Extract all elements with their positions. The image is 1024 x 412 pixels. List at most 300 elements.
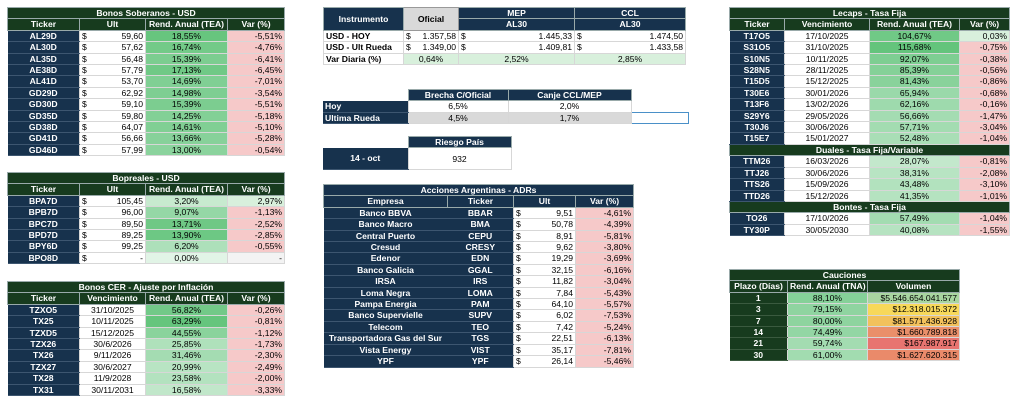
maturity-cell: 29/05/2026	[785, 110, 870, 121]
table-row[interactable]	[324, 42, 686, 53]
col-header[interactable]: Rend. Anual (TNA)	[788, 281, 868, 292]
maturity-cell: 31/10/2025	[785, 42, 870, 53]
price-cell	[80, 133, 146, 144]
table-row[interactable]	[730, 190, 1010, 201]
table-row[interactable]	[8, 76, 285, 87]
yield-cell: 57,49%	[870, 213, 960, 224]
table-row[interactable]	[730, 179, 1010, 190]
currency-symbol: $	[516, 333, 521, 344]
yield-cell: 85,39%	[870, 65, 960, 76]
col-header[interactable]: Ult	[514, 196, 576, 207]
table-row[interactable]	[730, 53, 1010, 64]
yield-cell: 18,55%	[146, 30, 228, 41]
var-cell: -6,45%	[228, 65, 285, 76]
ticker-cell: T15E7	[730, 133, 785, 144]
col-header[interactable]: Rend. Anual (TEA)	[146, 19, 228, 30]
var-cell: -1,01%	[960, 190, 1010, 201]
ticker-cell: TY30P	[730, 224, 785, 235]
table-row[interactable]	[8, 316, 285, 327]
var-cell: -3,80%	[576, 242, 634, 253]
ticker-cell: S31O5	[730, 42, 785, 53]
col-header[interactable]: Ticker	[8, 184, 80, 195]
ccl-cell	[575, 30, 686, 41]
ticker-cell: T30E6	[730, 87, 785, 98]
maturity-cell: 15/12/2026	[785, 190, 870, 201]
maturity-cell: 16/03/2026	[785, 156, 870, 167]
currency-symbol: $	[82, 230, 87, 241]
panel-acciones	[323, 184, 633, 368]
price-value: 1.357,58	[422, 30, 456, 41]
currency-symbol: $	[516, 344, 521, 355]
price-value: 11,82	[552, 276, 573, 287]
price-value: 57,79	[121, 65, 143, 76]
maturity-cell: 30/6/2027	[80, 361, 146, 372]
yield-cell: 16,58%	[146, 384, 228, 395]
currency-symbol: $	[516, 253, 521, 264]
col-header[interactable]: Ult	[80, 19, 146, 30]
var-cell: -1,13%	[228, 207, 285, 218]
ticker-cell: BPD7D	[8, 230, 80, 241]
panel-riesgo-pais	[323, 136, 511, 170]
table-row[interactable]	[8, 350, 285, 361]
price-cell	[514, 276, 576, 287]
table-row[interactable]	[8, 252, 285, 263]
var-cell: 2,97%	[228, 195, 285, 206]
rate-cell: 74,49%	[788, 327, 868, 338]
var-cell: -0,81%	[228, 316, 285, 327]
var-cell: -5,28%	[228, 133, 285, 144]
ticker-cell: T30J6	[730, 122, 785, 133]
price-value: 1.349,00	[422, 42, 456, 53]
price-cell	[80, 144, 146, 155]
col-header[interactable]: Vencimiento	[785, 19, 870, 30]
panel-title: Acciones Argentinas - ADRs	[324, 185, 634, 196]
var-cell: -2,52%	[228, 218, 285, 229]
price-cell	[514, 344, 576, 355]
row-label: USD - Ult Rueda	[324, 42, 404, 53]
panel-bonos-cer	[7, 281, 284, 396]
col-header[interactable]: Var (%)	[228, 19, 285, 30]
table-row[interactable]	[730, 292, 960, 303]
table-row[interactable]	[8, 195, 285, 206]
rate-cell: 59,74%	[788, 338, 868, 349]
price-value: 7,84	[556, 287, 573, 298]
table-row[interactable]	[730, 156, 1010, 167]
var-ccl: 2,85%	[575, 53, 686, 64]
col-header[interactable]: Ticker	[8, 293, 80, 304]
table-row[interactable]	[8, 133, 285, 144]
section-title: Duales - Tasa Fija/Variable	[730, 144, 1010, 155]
var-cell: -3,10%	[960, 179, 1010, 190]
table-row[interactable]	[324, 253, 634, 264]
var-cell: -5,81%	[576, 230, 634, 241]
yield-cell: 104,67%	[870, 30, 960, 41]
price-cell	[514, 219, 576, 230]
price-value: 19,29	[551, 253, 573, 264]
table-row[interactable]	[324, 299, 634, 310]
panel-bopreales	[7, 172, 284, 264]
yield-cell: 13,71%	[146, 218, 228, 229]
col-header[interactable]: Var (%)	[960, 19, 1010, 30]
var-cell: -5,18%	[228, 110, 285, 121]
col-header[interactable]: CCL	[575, 8, 686, 19]
var-cell: -3,04%	[960, 122, 1010, 133]
term-cell: 14	[730, 327, 788, 338]
ticker-cell: SUPV	[448, 310, 514, 321]
var-cell: -2,08%	[960, 167, 1010, 178]
company-cell: Banco BBVA	[324, 207, 448, 218]
yield-cell: 14,98%	[146, 87, 228, 98]
ticker-cell: GD46D	[8, 144, 80, 155]
yield-cell: 65,94%	[870, 87, 960, 98]
table-row[interactable]	[730, 213, 1010, 224]
var-cell: -2,00%	[228, 373, 285, 384]
col-header[interactable]: Ticker	[8, 19, 80, 30]
var-cell: -2,85%	[228, 230, 285, 241]
term-cell: 3	[730, 304, 788, 315]
yield-cell: 56,66%	[870, 110, 960, 121]
table-body	[8, 195, 285, 263]
table-row[interactable]	[8, 361, 285, 372]
yield-cell: 13,00%	[146, 144, 228, 155]
company-cell: Cresud	[324, 242, 448, 253]
ticker-cell: AL41D	[8, 76, 80, 87]
maturity-cell: 30/06/2026	[785, 122, 870, 133]
price-value: 50,78	[551, 219, 573, 230]
company-cell: Edenor	[324, 253, 448, 264]
table-row[interactable]	[8, 53, 285, 64]
price-value: 99,25	[121, 241, 143, 252]
table-row[interactable]	[8, 144, 285, 155]
panel-brecha	[323, 89, 688, 124]
var-cell: -0,81%	[960, 156, 1010, 167]
table-row[interactable]	[8, 373, 285, 384]
volume-cell: $81.571.436.928	[868, 315, 960, 326]
table-row[interactable]	[730, 167, 1010, 178]
table-row[interactable]	[324, 333, 634, 344]
currency-symbol: $	[82, 30, 87, 41]
table-row[interactable]	[730, 122, 1010, 133]
price-value: 56,66	[121, 133, 143, 144]
col-header[interactable]: Volumen	[868, 281, 960, 292]
company-cell: Banco Macro	[324, 219, 448, 230]
var-cell: -1,12%	[228, 327, 285, 338]
table-body	[730, 292, 960, 360]
currency-symbol: $	[516, 264, 521, 275]
ticker-cell: TZX26	[8, 339, 80, 350]
col-header[interactable]: Oficial	[404, 8, 459, 31]
var-cell: -0,86%	[960, 76, 1010, 87]
var-cell: -2,30%	[228, 350, 285, 361]
maturity-cell: 10/11/2025	[80, 316, 146, 327]
table-row[interactable]	[8, 218, 285, 229]
currency-symbol: $	[516, 321, 521, 332]
company-cell: Pampa Energia	[324, 299, 448, 310]
col-subheader: AL30	[459, 19, 575, 30]
ticker-cell: TZXD5	[8, 327, 80, 338]
var-cell: -0,75%	[960, 42, 1010, 53]
maturity-cell: 13/02/2026	[785, 99, 870, 110]
ticker-cell: GD30D	[8, 99, 80, 110]
table-row[interactable]	[324, 321, 634, 332]
currency-symbol: $	[82, 53, 87, 64]
table-row[interactable]	[8, 42, 285, 53]
price-value: 9,51	[556, 207, 573, 218]
col-header[interactable]: Canje CCL/MEP	[508, 90, 631, 101]
ticker-cell: CRESY	[448, 242, 514, 253]
yield-cell: 16,74%	[146, 42, 228, 53]
currency-symbol: $	[461, 30, 466, 41]
col-header[interactable]: Ticker	[730, 19, 785, 30]
company-cell: Central Puerto	[324, 230, 448, 241]
maturity-cell: 10/11/2025	[785, 53, 870, 64]
ticker-cell: BBAR	[448, 207, 514, 218]
table-body	[324, 30, 686, 53]
var-cell: -6,41%	[228, 53, 285, 64]
ticker-cell: T15D5	[730, 76, 785, 87]
brecha-value: 4,5%	[408, 112, 508, 123]
ticker-cell: TX28	[8, 373, 80, 384]
price-cell	[514, 356, 576, 367]
currency-symbol: $	[82, 144, 87, 155]
maturity-cell: 30/6/2026	[80, 339, 146, 350]
company-cell: Banco Galicia	[324, 264, 448, 275]
yield-cell: 63,29%	[146, 316, 228, 327]
table-row[interactable]	[8, 304, 285, 315]
price-value: 59,80	[121, 110, 143, 121]
currency-symbol: $	[82, 241, 87, 252]
col-header[interactable]: Var (%)	[228, 184, 285, 195]
yield-cell: 57,71%	[870, 122, 960, 133]
term-cell: 1	[730, 292, 788, 303]
var-cell: -1,04%	[960, 133, 1010, 144]
ticker-cell: TGS	[448, 333, 514, 344]
term-cell: 30	[730, 349, 788, 360]
col-header[interactable]: Var (%)	[228, 293, 285, 304]
ticker-cell: BPA7D	[8, 195, 80, 206]
var-cell: -0,55%	[228, 241, 285, 252]
yield-cell: 6,20%	[146, 241, 228, 252]
ticker-cell: LOMA	[448, 287, 514, 298]
table-row[interactable]	[324, 264, 634, 275]
ticker-cell: BPY6D	[8, 241, 80, 252]
price-cell	[514, 230, 576, 241]
col-header[interactable]: Rend. Anual (TEA)	[146, 184, 228, 195]
table-row[interactable]	[324, 276, 634, 287]
selected-cell[interactable]	[631, 112, 688, 123]
table-row[interactable]	[8, 30, 285, 41]
row-label: USD - HOY	[324, 30, 404, 41]
col-header[interactable]: Instrumento	[324, 8, 404, 31]
price-cell	[80, 122, 146, 133]
table-row[interactable]	[324, 230, 634, 241]
ticker-cell: CEPU	[448, 230, 514, 241]
canje-value: 1,7%	[508, 112, 631, 123]
price-cell	[80, 230, 146, 241]
col-header[interactable]: MEP	[459, 8, 575, 19]
table-row[interactable]	[8, 110, 285, 121]
var-cell: -5,24%	[576, 321, 634, 332]
table-row[interactable]	[730, 315, 960, 326]
col-header[interactable]: Vencimiento	[80, 293, 146, 304]
currency-symbol: $	[406, 30, 411, 41]
price-cell	[514, 333, 576, 344]
price-value: 7,42	[556, 321, 573, 332]
price-cell	[80, 76, 146, 87]
currency-symbol: $	[82, 99, 87, 110]
var-oficial: 0,64%	[404, 53, 459, 64]
row-label: Hoy	[323, 101, 408, 112]
table-row[interactable]	[324, 287, 634, 298]
price-cell	[514, 264, 576, 275]
currency-symbol: $	[516, 310, 521, 321]
table-row[interactable]	[324, 242, 634, 253]
price-value: 1.409,81	[538, 42, 572, 53]
table-row[interactable]	[324, 30, 686, 41]
col-header[interactable]: Rend. Anual (TEA)	[146, 293, 228, 304]
price-value: 32,15	[551, 264, 573, 275]
var-cell: -0,56%	[960, 65, 1010, 76]
price-cell	[514, 287, 576, 298]
table-row[interactable]	[730, 349, 960, 360]
var-cell: -	[228, 252, 285, 263]
var-cell: -3,69%	[576, 253, 634, 264]
var-cell: -2,49%	[228, 361, 285, 372]
table-row[interactable]	[8, 99, 285, 110]
riesgo-date: 14 - oct	[323, 148, 408, 170]
rate-cell: 61,00%	[788, 349, 868, 360]
price-value: 1.474,50	[649, 30, 683, 41]
yield-cell: 92,07%	[870, 53, 960, 64]
panel-title: Lecaps - Tasa Fija	[730, 8, 1010, 19]
var-cell: -3,54%	[228, 87, 285, 98]
price-cell	[80, 218, 146, 229]
table-row[interactable]	[8, 339, 285, 350]
currency-symbol: $	[82, 42, 87, 53]
ticker-cell: YPF	[448, 356, 514, 367]
table-row[interactable]	[8, 87, 285, 98]
var-cell: -7,53%	[576, 310, 634, 321]
maturity-cell: 30/06/2026	[785, 167, 870, 178]
currency-symbol: $	[577, 42, 582, 53]
table-row[interactable]	[730, 30, 1010, 41]
table-row[interactable]	[730, 133, 1010, 144]
table-row[interactable]	[8, 122, 285, 133]
col-header[interactable]: Ticker	[448, 196, 514, 207]
table-row[interactable]	[730, 65, 1010, 76]
table-row[interactable]	[8, 327, 285, 338]
table-row[interactable]	[730, 304, 960, 315]
col-header[interactable]: Empresa	[324, 196, 448, 207]
price-cell	[80, 65, 146, 76]
yield-cell: 52,48%	[870, 133, 960, 144]
col-header[interactable]: Rend. Anual (TEA)	[870, 19, 960, 30]
currency-symbol: $	[516, 287, 521, 298]
ticker-cell: GD38D	[8, 122, 80, 133]
company-cell: Telecom	[324, 321, 448, 332]
panel-title: Bopreales - USD	[8, 173, 285, 184]
table-row[interactable]	[8, 230, 285, 241]
col-subheader: AL30	[575, 19, 686, 30]
currency-symbol: $	[82, 218, 87, 229]
table-row[interactable]	[730, 76, 1010, 87]
ticker-cell: GGAL	[448, 264, 514, 275]
var-cell: -3,33%	[228, 384, 285, 395]
table-row[interactable]	[730, 87, 1010, 98]
col-header[interactable]: Brecha C/Oficial	[408, 90, 508, 101]
var-cell: -6,16%	[576, 264, 634, 275]
table-row[interactable]	[324, 310, 634, 321]
yield-cell: 14,61%	[146, 122, 228, 133]
table-row[interactable]	[8, 207, 285, 218]
currency-symbol: $	[516, 356, 521, 367]
col-header[interactable]: Plazo (Días)	[730, 281, 788, 292]
price-value: 1.445,33	[538, 30, 572, 41]
table-body	[730, 156, 1010, 202]
var-cell: -7,01%	[228, 76, 285, 87]
var-cell: -1,04%	[960, 213, 1010, 224]
maturity-cell: 30/05/2030	[785, 224, 870, 235]
var-cell: -5,51%	[228, 30, 285, 41]
table-row[interactable]	[324, 207, 634, 218]
yield-cell: 3,20%	[146, 195, 228, 206]
brecha-value: 6,5%	[408, 101, 508, 112]
ticker-cell: IRS	[448, 276, 514, 287]
company-cell: Loma Negra	[324, 287, 448, 298]
term-cell: 7	[730, 315, 788, 326]
currency-symbol: $	[516, 219, 521, 230]
yield-cell: 115,68%	[870, 42, 960, 53]
table-row[interactable]	[8, 241, 285, 252]
table-row[interactable]	[730, 327, 960, 338]
table-row[interactable]	[8, 384, 285, 395]
col-header[interactable]: Var (%)	[576, 196, 634, 207]
currency-symbol: $	[516, 276, 521, 287]
price-cell	[514, 242, 576, 253]
table-row[interactable]	[324, 344, 634, 355]
table-row[interactable]	[730, 110, 1010, 121]
ticker-cell: TZX27	[8, 361, 80, 372]
table-row[interactable]	[324, 219, 634, 230]
oficial-cell	[404, 30, 459, 41]
table-row[interactable]	[730, 99, 1010, 110]
riesgo-value: 932	[408, 148, 511, 170]
table-body	[324, 207, 634, 367]
table-row[interactable]	[730, 224, 1010, 235]
yield-cell: 40,08%	[870, 224, 960, 235]
var-cell: -4,61%	[576, 207, 634, 218]
table-row[interactable]	[8, 65, 285, 76]
maturity-cell: 15/01/2027	[785, 133, 870, 144]
table-body	[8, 304, 285, 395]
col-header[interactable]: Ult	[80, 184, 146, 195]
table-row[interactable]	[730, 338, 960, 349]
var-cell: -0,54%	[228, 144, 285, 155]
yield-cell: 15,39%	[146, 99, 228, 110]
price-cell	[514, 321, 576, 332]
var-cell: -0,16%	[960, 99, 1010, 110]
yield-cell: 38,31%	[870, 167, 960, 178]
table-row[interactable]	[324, 356, 634, 367]
currency-symbol: $	[516, 242, 521, 253]
yield-cell: 0,00%	[146, 252, 228, 263]
mep-cell	[459, 42, 575, 53]
yield-cell: 13,66%	[146, 133, 228, 144]
table-row[interactable]	[730, 42, 1010, 53]
price-value: 8,91	[556, 230, 573, 241]
ticker-cell: BPB7D	[8, 207, 80, 218]
currency-symbol: $	[82, 76, 87, 87]
